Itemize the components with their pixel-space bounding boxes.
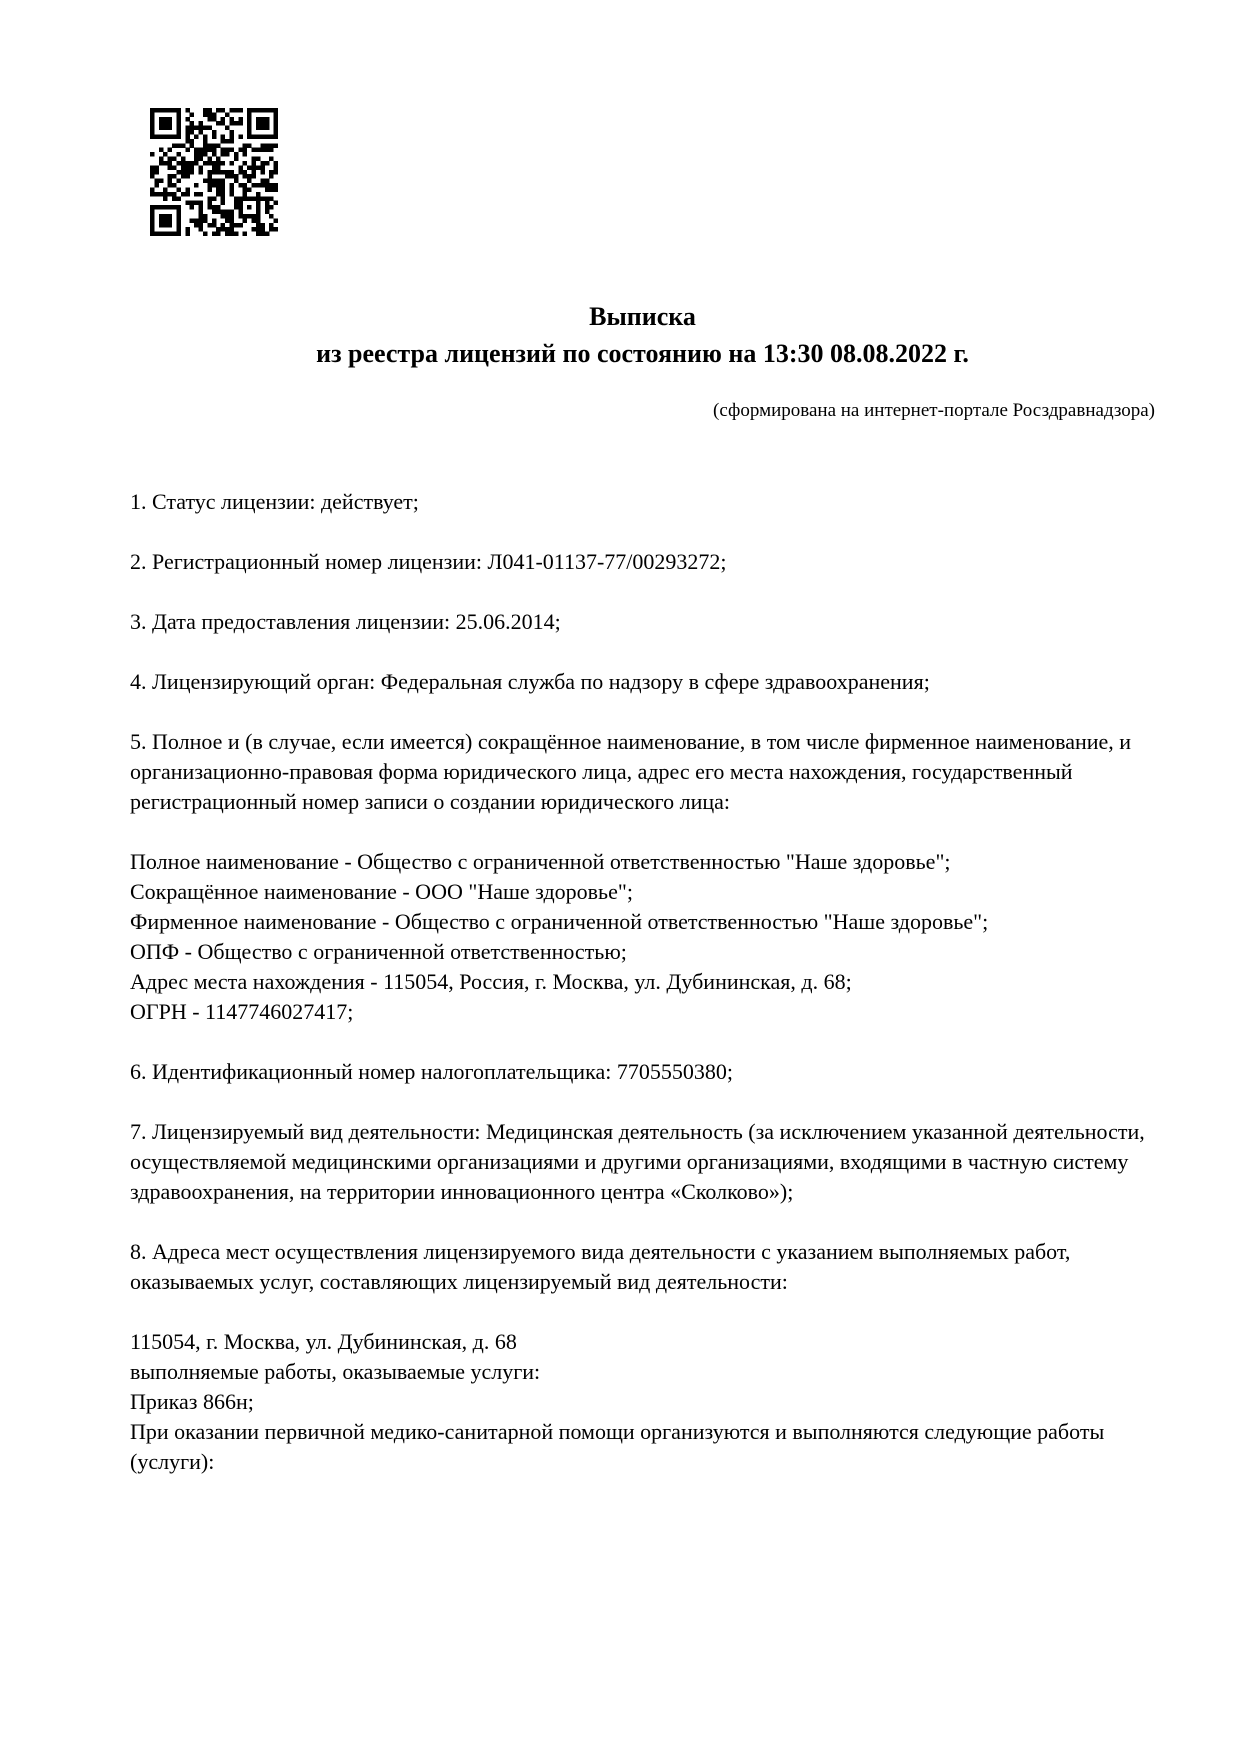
document-title	[130, 298, 1155, 372]
item-5-entity-intro: 5. Полное и (в случае, если имеется) сокращённое наименование, в том числе фирменное наименование, и организационно-правовая форма юридического лица, адрес его места нахождения, государственный регистрационный номер записи о создании юридического лица:	[130, 729, 1132, 814]
company-brand-name: Фирменное наименование - Общество с ограниченной ответственностью "Наше здоровье";	[130, 909, 989, 934]
item-4-licensing-authority: 4. Лицензирующий орган: Федеральная служба по надзору в сфере здравоохранения;	[130, 669, 930, 694]
item-3-grant-date: 3. Дата предоставления лицензии: 25.06.2014;	[130, 609, 561, 634]
company-legal-form: ОПФ - Общество с ограниченной ответственностью;	[130, 939, 627, 964]
work-address-block	[130, 1327, 1155, 1477]
item-2-registration-number: 2. Регистрационный номер лицензии: Л041-01137-77/00293272;	[130, 549, 727, 574]
item-7-licensed-activity: 7. Лицензируемый вид деятельности: Медицинская деятельность (за исключением указанной деятельности, осуществляемой медицинскими организациями и другими организациями, входящими в частную систему здравоохранения, на территории инновационного центра «Сколково»);	[130, 1119, 1145, 1204]
document-content	[130, 0, 1155, 1477]
title-line-1: Выписка	[589, 302, 696, 331]
order-number: Приказ 866н;	[130, 1389, 254, 1414]
document-subtitle: (сформирована на интернет-портале Росздравнадзора)	[713, 400, 1155, 421]
item-1-license-status: 1. Статус лицензии: действует;	[130, 489, 419, 514]
company-short-name: Сокращённое наименование - ООО "Наше здоровье";	[130, 879, 633, 904]
company-details-block	[130, 847, 1155, 1027]
work-address: 115054, г. Москва, ул. Дубининская, д. 68	[130, 1329, 517, 1354]
company-ogrn: ОГРН - 1147746027417;	[130, 999, 354, 1024]
item-8-addresses-intro: 8. Адреса мест осуществления лицензируемого вида деятельности с указанием выполняемых работ, оказываемых услуг, составляющих лицензируемый вид деятельности:	[130, 1239, 1071, 1294]
company-address: Адрес места нахождения - 115054, Россия, г. Москва, ул. Дубининская, д. 68;	[130, 969, 852, 994]
company-full-name: Полное наименование - Общество с ограниченной ответственностью "Наше здоровье";	[130, 849, 951, 874]
works-services-label: выполняемые работы, оказываемые услуги:	[130, 1359, 541, 1384]
document-body	[130, 487, 1155, 1477]
item-6-taxpayer-number: 6. Идентификационный номер налогоплательщика: 7705550380;	[130, 1059, 733, 1084]
title-line-2: из реестра лицензий по состоянию на 13:30 08.08.2022 г.	[316, 339, 969, 368]
primary-care-text: При оказании первичной медико-санитарной помощи организуются и выполняются следующие работы (услуги):	[130, 1419, 1105, 1474]
